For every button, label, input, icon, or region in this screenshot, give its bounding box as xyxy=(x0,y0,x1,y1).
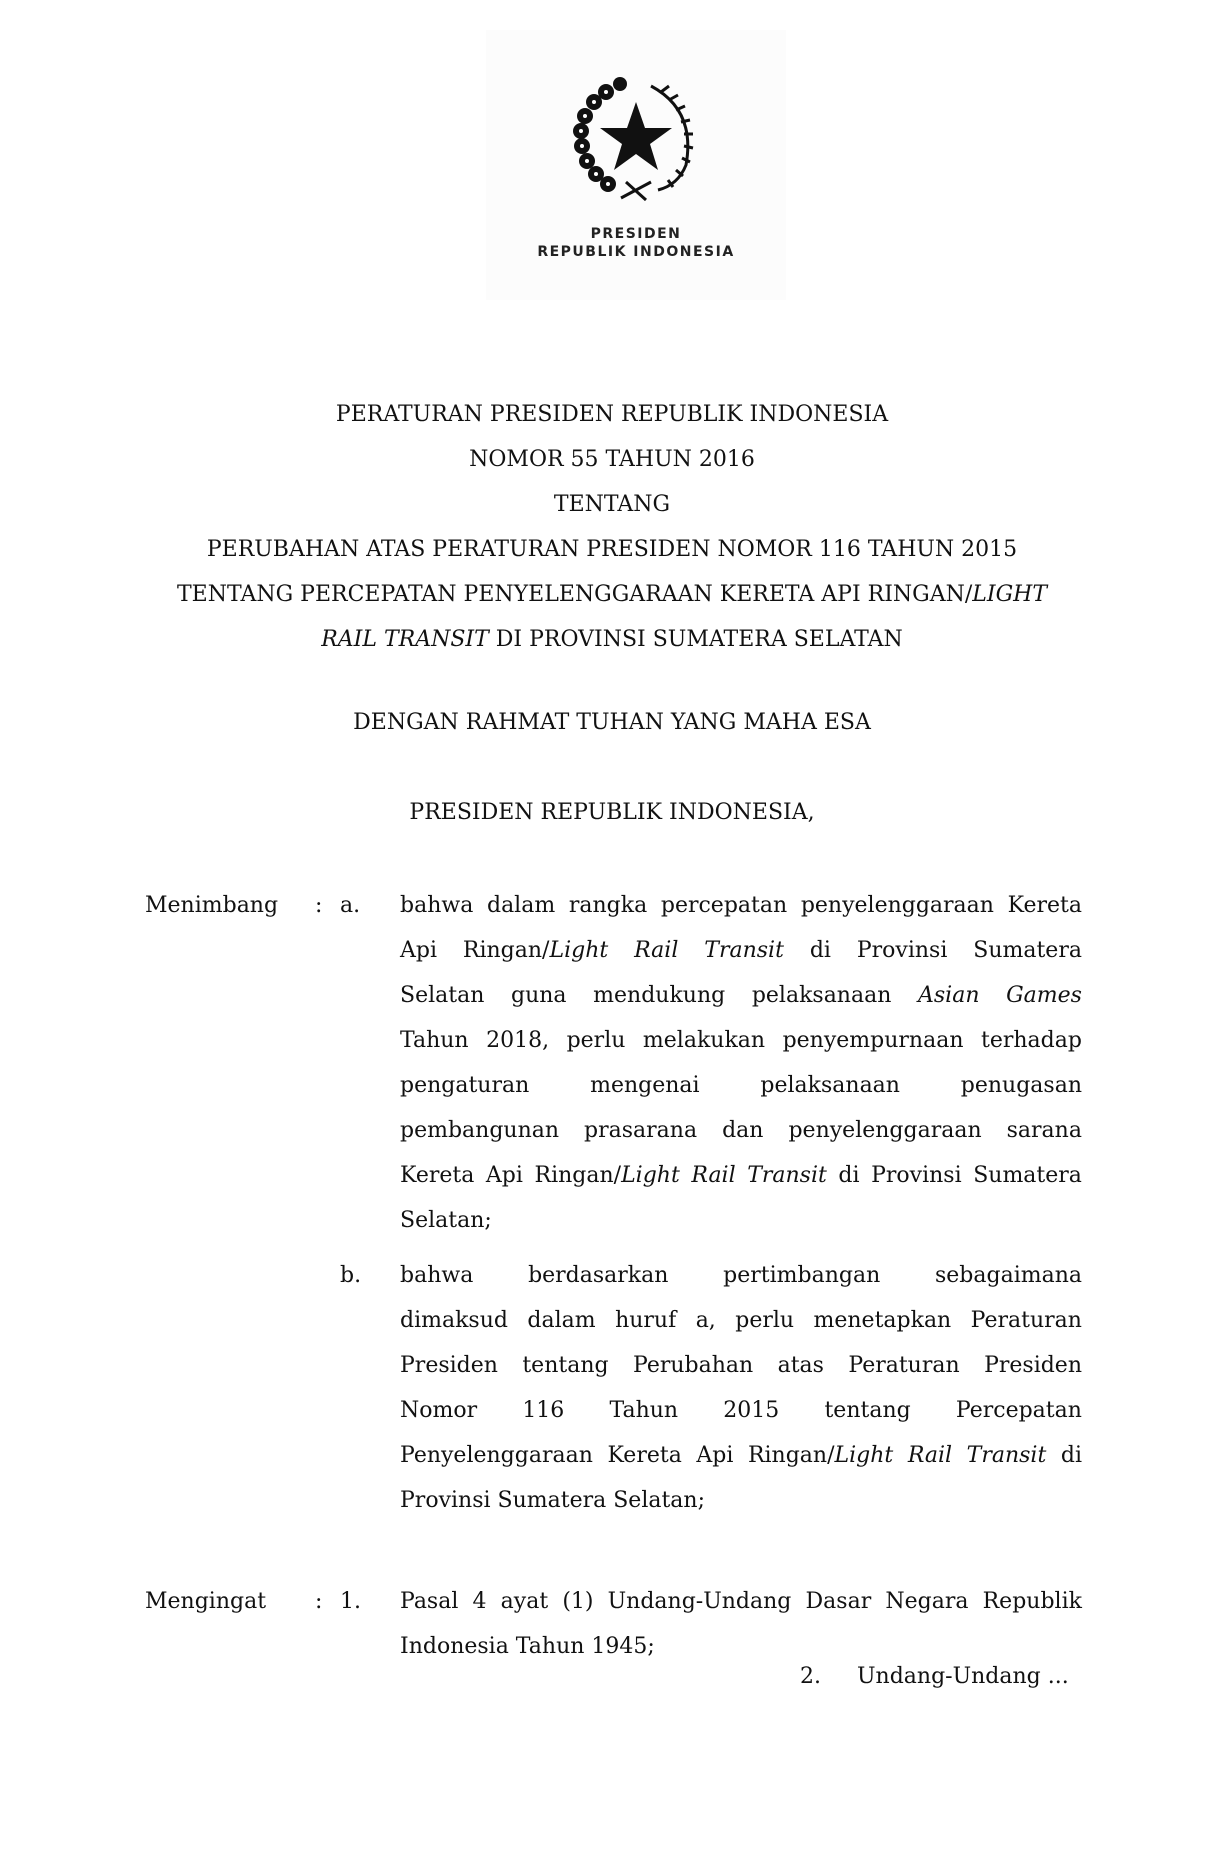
word: Asian xyxy=(917,983,980,1008)
word: Peraturan xyxy=(848,1353,960,1378)
word: perlu xyxy=(566,1028,626,1053)
word: Peraturan xyxy=(970,1308,1082,1333)
word: Sumatera xyxy=(973,938,1082,963)
word: Nomor xyxy=(400,1398,478,1423)
paragraph-line xyxy=(400,1388,1082,1433)
menimbang-item-b xyxy=(400,1253,1082,1523)
word: Kereta xyxy=(1007,893,1082,918)
word: Sumatera xyxy=(973,1163,1082,1188)
menimbang-colon: : xyxy=(315,893,323,918)
regulation-title xyxy=(0,392,1224,662)
paragraph-line xyxy=(400,1063,1082,1108)
word: 2018, xyxy=(486,1028,550,1053)
word: pelaksanaan xyxy=(751,983,892,1008)
word: sebagaimana xyxy=(934,1263,1082,1288)
word: menetapkan xyxy=(813,1308,952,1333)
paragraph-line: Indonesia Tahun 1945; xyxy=(400,1634,655,1659)
paragraph-line xyxy=(400,883,1082,928)
title-line-6-italic: RAIL TRANSIT xyxy=(321,627,489,652)
word: di xyxy=(838,1163,860,1188)
word: Ringan/Light xyxy=(747,1443,894,1468)
word: Republik xyxy=(982,1589,1082,1614)
word: Presiden xyxy=(400,1353,498,1378)
word: Perubahan xyxy=(633,1353,754,1378)
word: Percepatan xyxy=(955,1398,1082,1423)
title-line-5 xyxy=(0,572,1224,617)
mengingat-label: Mengingat xyxy=(145,1589,267,1614)
paragraph-line xyxy=(400,1018,1082,1063)
word: Penyelenggaraan xyxy=(400,1443,593,1468)
title-line-1: PERATURAN PRESIDEN REPUBLIK INDONESIA xyxy=(335,402,889,427)
invocation: DENGAN RAHMAT TUHAN YANG MAHA ESA xyxy=(353,710,871,735)
emblem-caption-republik-indonesia: REPUBLIK INDONESIA xyxy=(537,244,735,260)
word: Rail xyxy=(691,1163,736,1188)
word: Api xyxy=(400,938,438,963)
word: dimaksud xyxy=(400,1308,508,1333)
word: Negara xyxy=(885,1589,969,1614)
menimbang-item-a xyxy=(400,883,1082,1243)
word: penugasan xyxy=(960,1073,1082,1098)
word: Ringan/Light xyxy=(462,938,609,963)
paragraph-line: Provinsi Sumatera Selatan; xyxy=(400,1488,706,1513)
menimbang-label: Menimbang xyxy=(145,893,279,918)
mengingat-marker-1: 1. xyxy=(340,1589,361,1614)
word: rangka xyxy=(568,893,648,918)
word: Transit xyxy=(966,1443,1047,1468)
word: bahwa xyxy=(400,893,474,918)
word: Pasal xyxy=(400,1589,459,1614)
president-heading: PRESIDEN REPUBLIK INDONESIA, xyxy=(409,800,815,825)
word: prasarana xyxy=(584,1118,698,1143)
word: perlu xyxy=(735,1308,795,1333)
word: percepatan xyxy=(660,893,788,918)
paragraph-line xyxy=(400,1298,1082,1343)
word: Transit xyxy=(704,938,784,963)
title-line-tentang: TENTANG xyxy=(553,492,671,517)
word: 4 xyxy=(472,1589,487,1614)
emblem-caption-presiden: PRESIDEN xyxy=(590,226,682,242)
word: Tahun xyxy=(609,1398,679,1423)
word: mengenai xyxy=(590,1073,700,1098)
word: pembangunan xyxy=(400,1118,560,1143)
word: Games xyxy=(1006,983,1082,1008)
paragraph-line xyxy=(400,1253,1082,1298)
title-line-6-text: DI PROVINSI SUMATERA SELATAN xyxy=(488,627,903,652)
word: sarana xyxy=(1006,1118,1082,1143)
mengingat-colon: : xyxy=(315,1589,323,1614)
word: terhadap xyxy=(980,1028,1082,1053)
paragraph-line xyxy=(400,1433,1082,1478)
word: penyelenggaraan xyxy=(788,1118,982,1143)
word: penyelenggaraan xyxy=(800,893,994,918)
word: Kereta xyxy=(400,1163,475,1188)
word: Provinsi xyxy=(871,1163,962,1188)
word: Provinsi xyxy=(856,938,948,963)
word: Transit xyxy=(747,1163,827,1188)
word: (1) xyxy=(562,1589,594,1614)
title-line-number: NOMOR 55 TAHUN 2016 xyxy=(469,447,755,472)
word: ayat xyxy=(500,1589,549,1614)
word: dan xyxy=(722,1118,764,1143)
paragraph-line xyxy=(400,973,1082,1018)
word: a, xyxy=(695,1308,716,1333)
word: dalam xyxy=(527,1308,596,1333)
word: dalam xyxy=(486,893,556,918)
word: tentang xyxy=(522,1353,609,1378)
word: huruf xyxy=(615,1308,677,1333)
word: Presiden xyxy=(984,1353,1082,1378)
title-line-6 xyxy=(0,617,1224,662)
continuation-text: Undang-Undang ... xyxy=(857,1664,1069,1689)
word: Tahun xyxy=(400,1028,469,1053)
word: tentang xyxy=(824,1398,911,1423)
word: Rail xyxy=(634,938,679,963)
star-wreath-emblem-icon xyxy=(566,70,706,210)
word: 2015 xyxy=(723,1398,780,1423)
word: penyempurnaan xyxy=(782,1028,964,1053)
paragraph-line xyxy=(400,1579,1082,1624)
word: bahwa xyxy=(400,1263,474,1288)
word: Dasar xyxy=(805,1589,872,1614)
word: atas xyxy=(777,1353,824,1378)
word: mendukung xyxy=(593,983,726,1008)
word: pertimbangan xyxy=(723,1263,881,1288)
word: pelaksanaan xyxy=(760,1073,900,1098)
paragraph-line xyxy=(400,1343,1082,1388)
paragraph-line: Selatan; xyxy=(400,1208,492,1233)
continuation-marker: 2. xyxy=(800,1664,821,1689)
menimbang-marker-b: b. xyxy=(340,1263,362,1288)
word: Api xyxy=(696,1443,734,1468)
word: guna xyxy=(510,983,567,1008)
word: Undang-Undang xyxy=(607,1589,792,1614)
word: Ringan/Light xyxy=(534,1163,680,1188)
word: Selatan xyxy=(400,983,485,1008)
word: Kereta xyxy=(607,1443,682,1468)
paragraph-line xyxy=(400,928,1082,973)
word: pengaturan xyxy=(400,1073,530,1098)
word: di xyxy=(1060,1443,1082,1468)
word: Api xyxy=(485,1163,523,1188)
word: berdasarkan xyxy=(528,1263,669,1288)
title-line-5-italic: LIGHT xyxy=(972,582,1047,607)
paragraph-line xyxy=(400,1108,1082,1153)
menimbang-marker-a: a. xyxy=(340,893,361,918)
title-line-4: PERUBAHAN ATAS PERATURAN PRESIDEN NOMOR 116 TAHUN 2015 xyxy=(206,537,1018,562)
paragraph-line xyxy=(400,1153,1082,1198)
word: Rail xyxy=(907,1443,953,1468)
presidential-emblem xyxy=(486,30,786,300)
word: di xyxy=(809,938,831,963)
word: 116 xyxy=(522,1398,565,1423)
word: melakukan xyxy=(642,1028,766,1053)
title-line-5-text: TENTANG PERCEPATAN PENYELENGGARAAN KERETA API RINGAN/ xyxy=(177,582,973,607)
